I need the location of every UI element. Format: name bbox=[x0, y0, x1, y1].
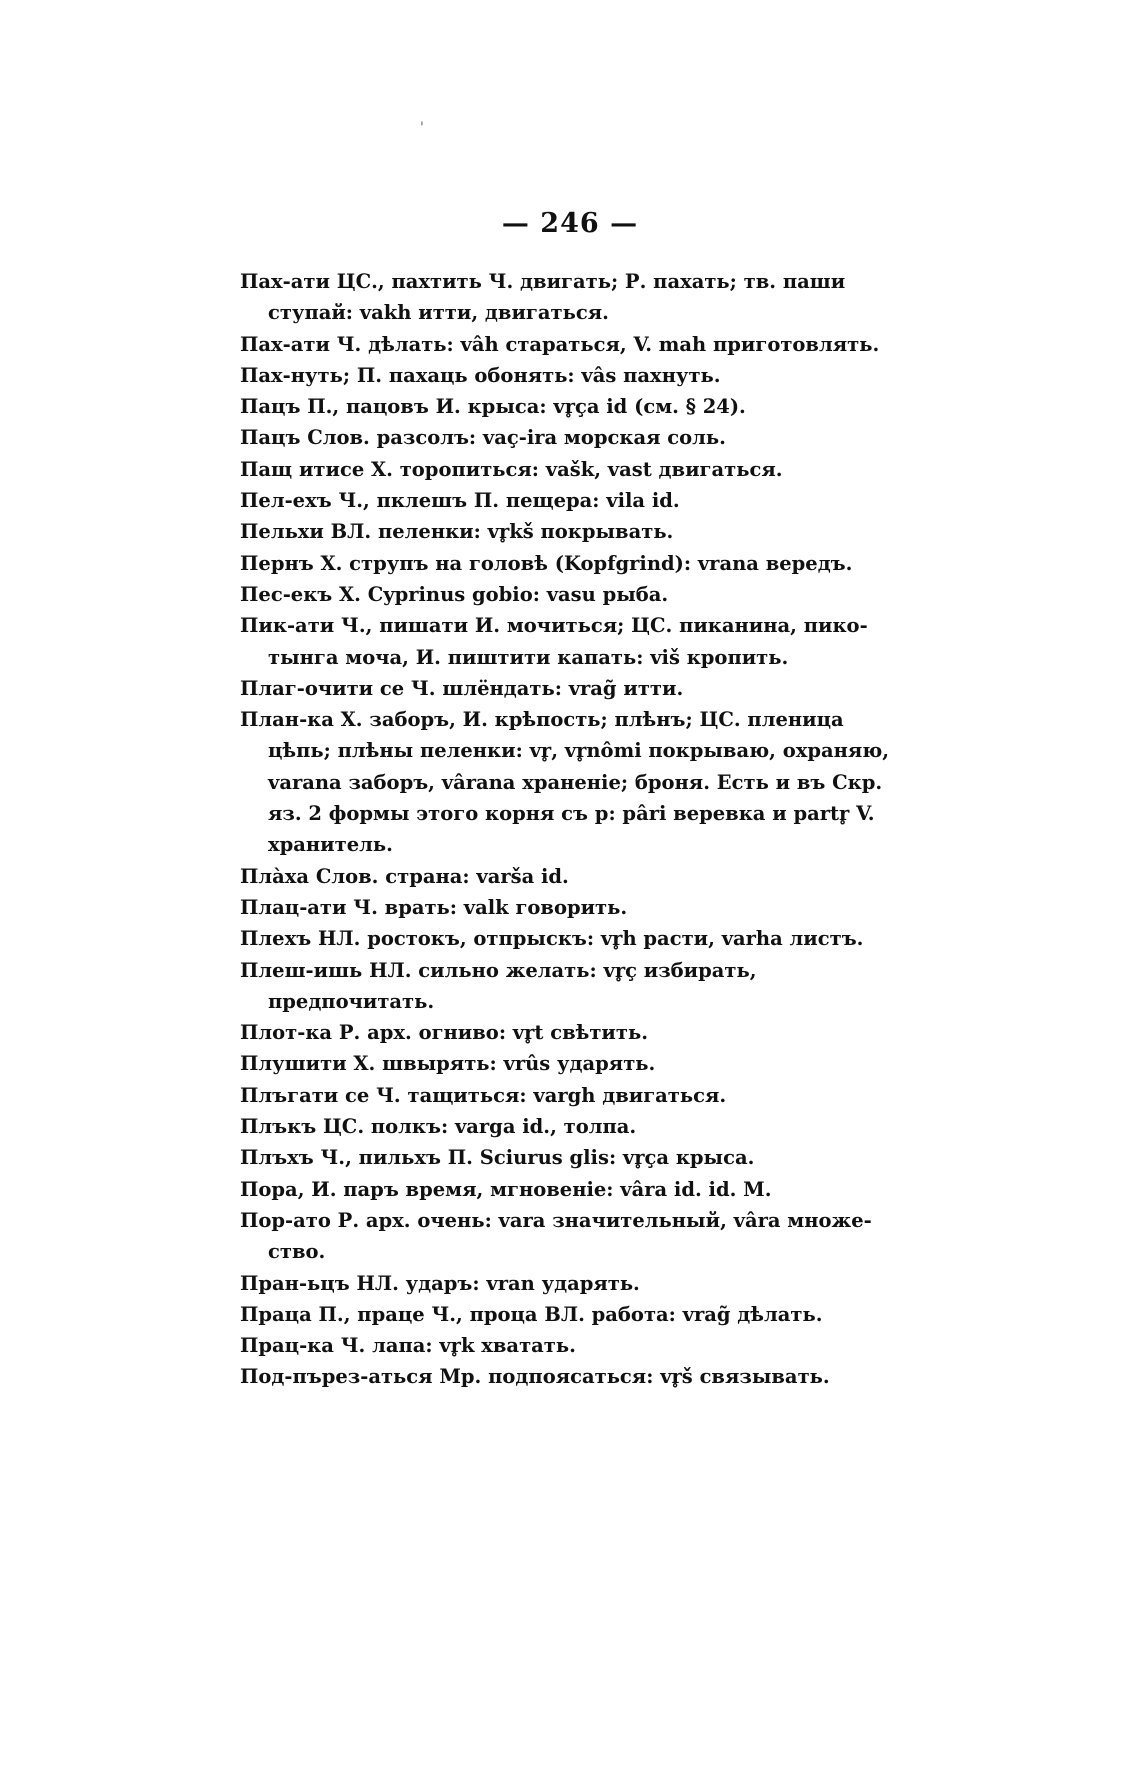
dictionary-entry: Плехъ НЛ. ростокъ, отпрыскъ: vr̥h расти, varha листъ. bbox=[240, 927, 864, 951]
dictionary-entry: Плушити Х. швырять: vrûs ударять. bbox=[240, 1052, 656, 1076]
dictionary-entry: Прац-ка Ч. лапа: vr̥k хватать. bbox=[240, 1334, 576, 1358]
dictionary-entry: Плъхъ Ч., пильхъ П. Sciurus glis: vr̥ça крыса. bbox=[240, 1146, 755, 1170]
page-number: — 246 — bbox=[501, 208, 639, 239]
dictionary-entry: Плеш-ишь НЛ. сильно желать: vr̥ç избирать, предпочитать. bbox=[240, 958, 757, 1013]
dictionary-entry: Пацъ Слов. разсолъ: vaç-ira морская соль. bbox=[240, 426, 726, 450]
dictionary-entry: Плъкъ ЦС. полкъ: varga id., толпа. bbox=[240, 1115, 637, 1139]
dictionary-entry: Пор-ато Р. арх. очень: vara значительный, vâra множе- ство. bbox=[240, 1208, 872, 1264]
dictionary-entry: Пащ итисе Х. торопиться: vašk, vast двигаться. bbox=[240, 457, 783, 481]
dictionary-entry: Пах-ати Ч. дѣлать: vâh стараться, V. mah приготовлять. bbox=[240, 332, 880, 356]
dictionary-entry: Пора, И. паръ время, мгновеніе: vâra id. id. M. bbox=[240, 1177, 772, 1201]
dictionary-entry: Под-пърез-аться Мр. подпоясаться: vr̥š связывать. bbox=[240, 1365, 830, 1389]
dictionary-entry: Пел-ехъ Ч., пклешъ П. пещера: vila id. bbox=[240, 489, 680, 513]
dictionary-entry: Плац-ати Ч. врать: valk говорить. bbox=[240, 895, 628, 919]
dictionary-entry: Плаг-очити се Ч. шлёндать: vrag̃ итти. bbox=[240, 676, 684, 700]
dictionary-entry: Праца П., праце Ч., проца ВЛ. работа: vrag̃ дѣлать. bbox=[240, 1302, 823, 1326]
dictionary-entry: Пла̀ха Слов. страна: varša id. bbox=[240, 864, 569, 888]
dictionary-entry: Пах-ати ЦС., пахтить Ч. двигать; Р. пахать; тв. паши ступай: vakh итти, двигаться. bbox=[240, 270, 846, 325]
stray-mark: ' bbox=[420, 120, 424, 136]
dictionary-entry: Пацъ П., пацовъ И. крыса: vr̥ça id (см. § 24). bbox=[240, 395, 746, 419]
dictionary-entry: Пес-екъ Х. Cyprinus gobio: vasu рыба. bbox=[240, 582, 669, 606]
dictionary-entry: Пах-нуть; П. пахаць обонять: vâs пахнуть. bbox=[240, 363, 721, 387]
dictionary-entry: Плот-ка Р. арх. огниво: vr̥t свѣтить. bbox=[240, 1021, 648, 1045]
dictionary-entries bbox=[240, 266, 920, 1393]
dictionary-entry: Плъгати се Ч. тащиться: vargh двигаться. bbox=[240, 1083, 727, 1107]
dictionary-entry: Пельхи ВЛ. пеленки: vr̥kš покрывать. bbox=[240, 520, 674, 544]
dictionary-entry: Пран-ьцъ НЛ. ударъ: vran ударять. bbox=[240, 1271, 640, 1295]
dictionary-entry: Пернъ Х. струпъ на головѣ (Kopfgrind): vrana вередъ. bbox=[240, 551, 853, 575]
dictionary-entry: План-ка Х. заборъ, И. крѣпость; плѣнъ; ЦС. пленица цѣпь; плѣны пеленки: vr̥, vr̥nômi покрываю, охраняю, varana заборъ, vârana храненіе; броня. Есть и въ Скр. яз. 2 формы этого корня съ p: pâri веревка и partr̥ V. хранитель. bbox=[240, 708, 890, 857]
dictionary-entry: Пик-ати Ч., пишати И. мочиться; ЦС. пиканина, пико- тынга моча, И. пиштити капать: viš кропить. bbox=[240, 614, 868, 669]
